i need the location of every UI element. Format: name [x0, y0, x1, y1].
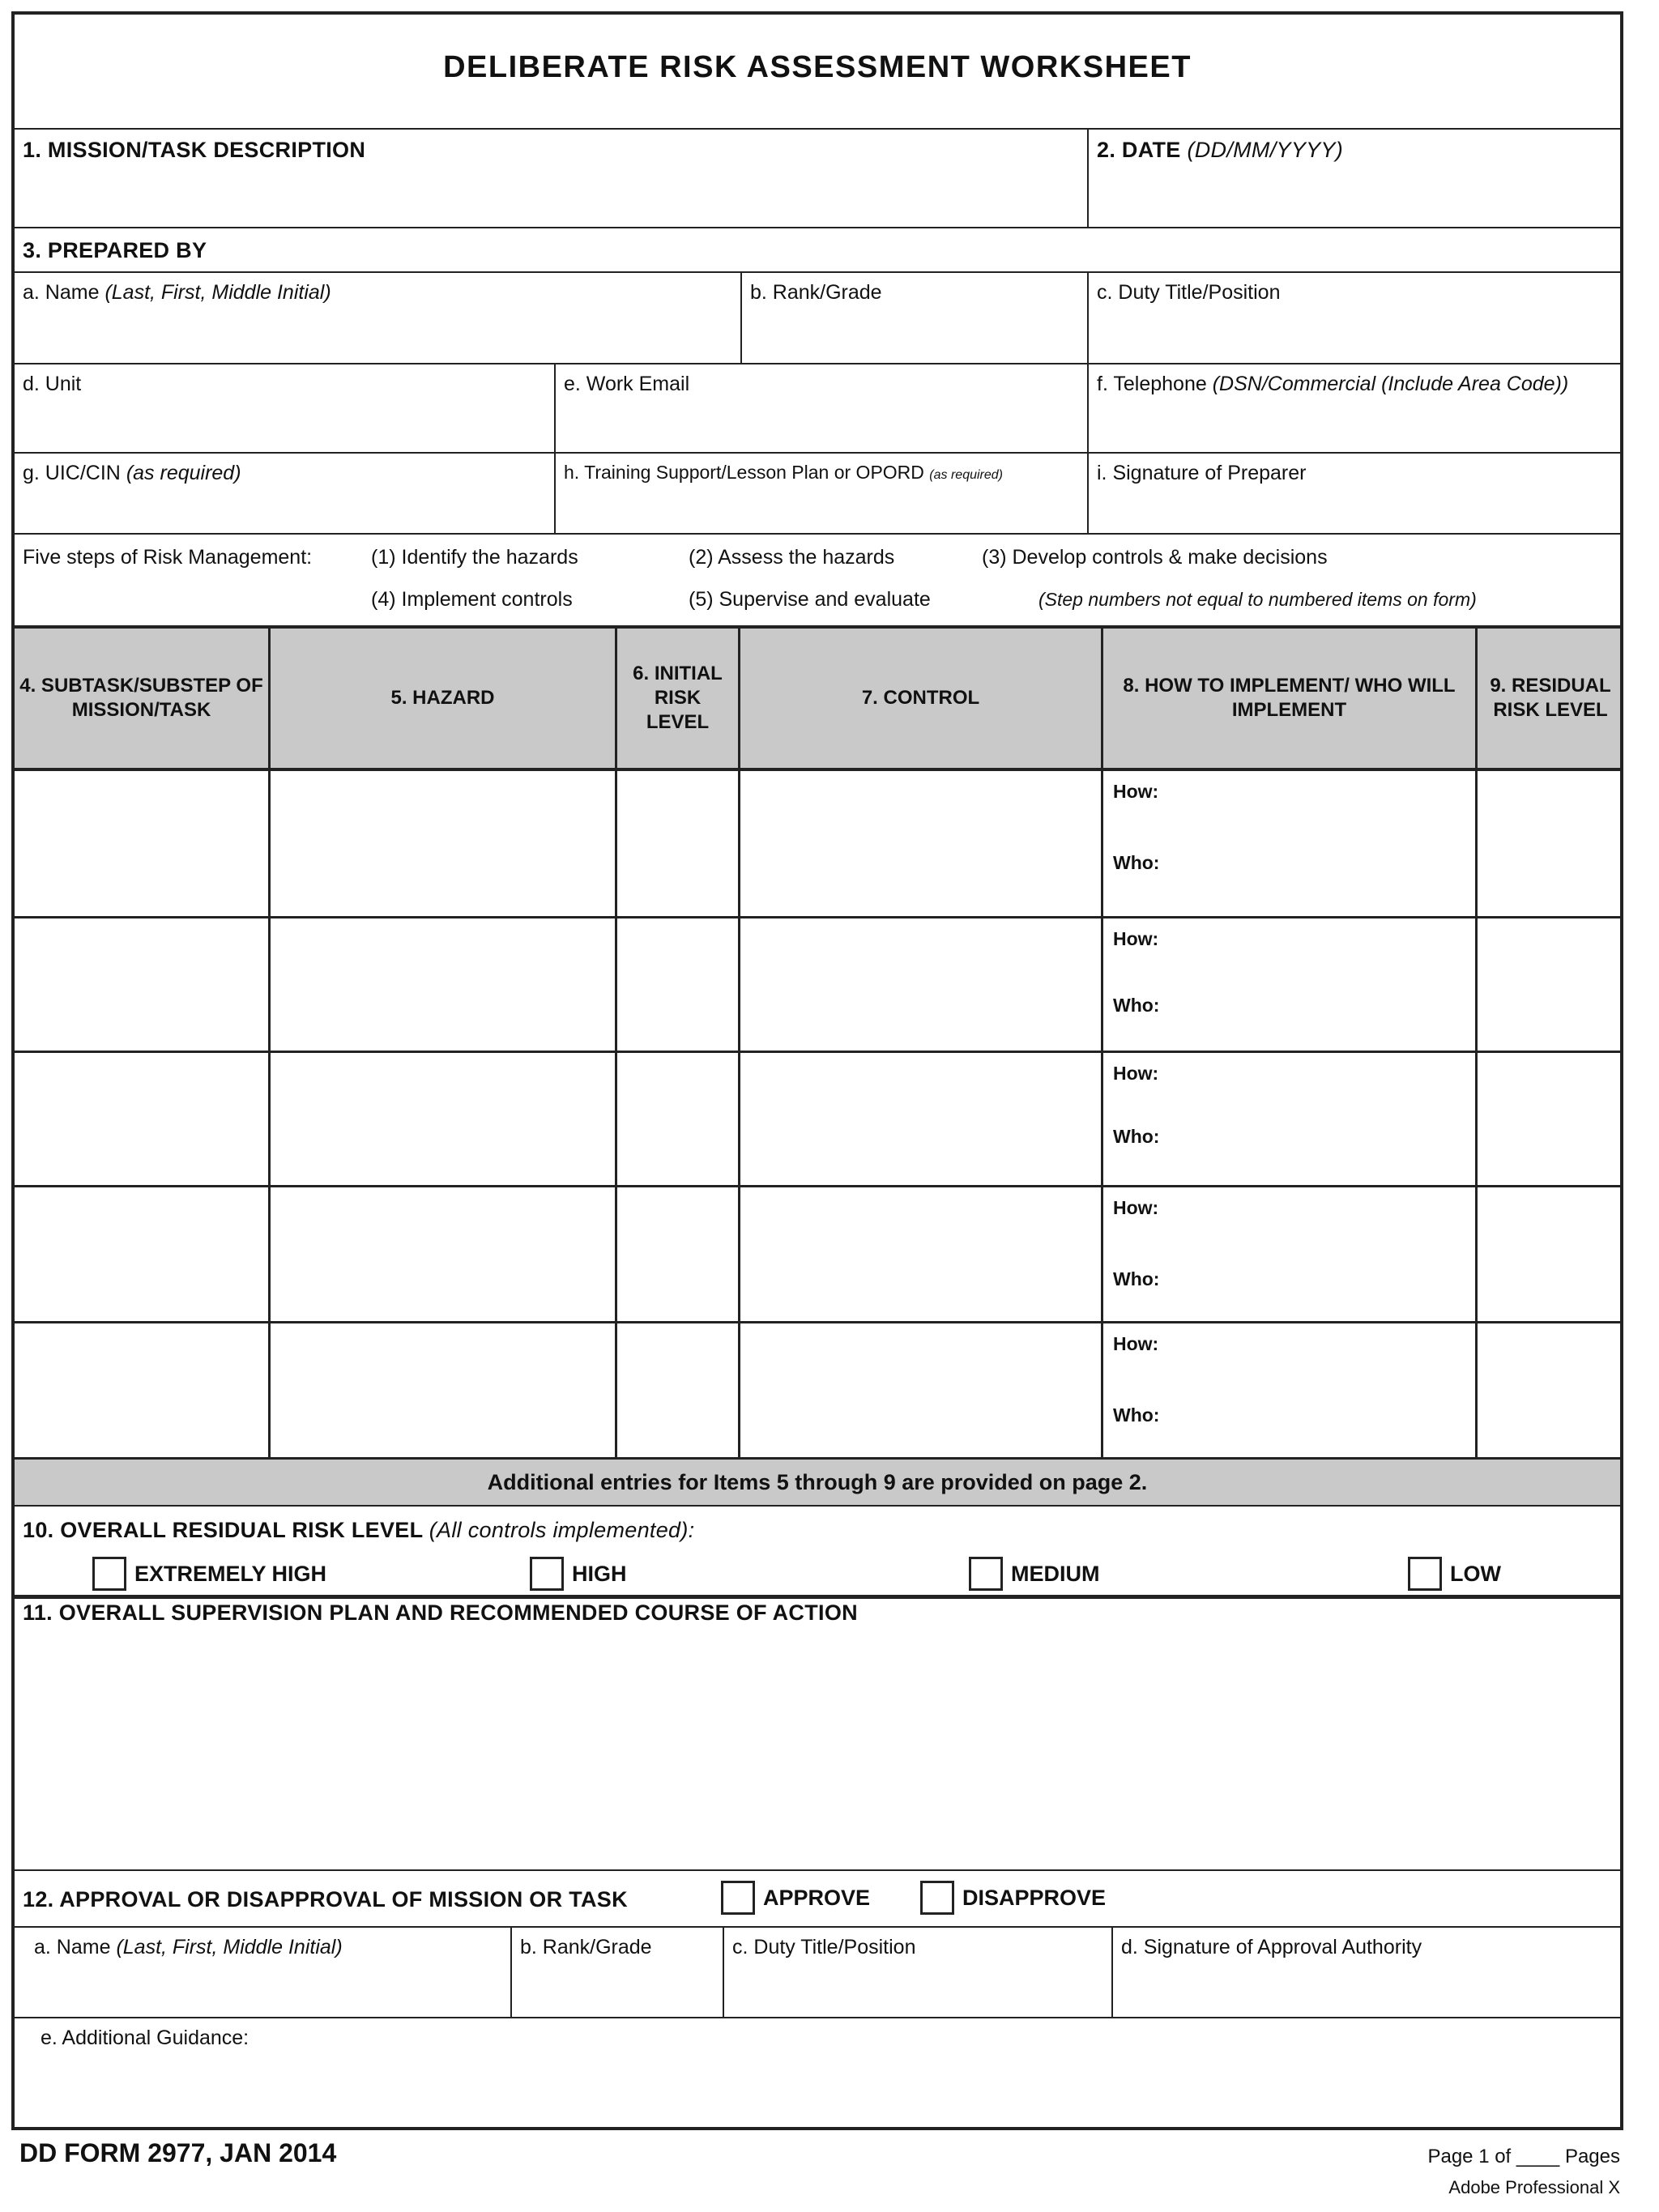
disapprove-label: DISAPPROVE — [962, 1885, 1107, 1910]
date-field[interactable] — [1089, 130, 1623, 227]
title-row — [15, 15, 1620, 130]
supervision-plan-field[interactable] — [15, 1599, 1620, 1871]
residual-risk-cell[interactable] — [1478, 1187, 1623, 1321]
low-checkbox[interactable] — [1408, 1557, 1442, 1591]
page-count: Page 1 of ____ Pages — [1427, 2146, 1620, 2167]
prepared-by-def-row — [15, 364, 1620, 454]
how-label: How: — [1113, 781, 1159, 802]
implement-cell[interactable] — [1103, 1323, 1478, 1457]
residual-risk-cell[interactable] — [1478, 918, 1623, 1051]
unit-field[interactable] — [15, 364, 556, 452]
training-support-label: h. Training Support/Lesson Plan or OPORD (as required) — [564, 462, 1003, 483]
control-cell[interactable] — [740, 1187, 1103, 1321]
implement-cell[interactable] — [1103, 771, 1478, 916]
hazard-cell[interactable] — [271, 1187, 617, 1321]
prepared-by-row — [15, 228, 1620, 273]
residual-risk-cell[interactable] — [1478, 1053, 1623, 1185]
hazard-cell[interactable] — [271, 771, 617, 916]
mission-description-field[interactable] — [15, 130, 1089, 227]
initial-risk-cell[interactable] — [617, 918, 740, 1051]
subtask-cell[interactable] — [15, 1187, 271, 1321]
who-label: Who: — [1113, 852, 1160, 873]
uic-label: g. UIC/CIN (as required) — [23, 462, 241, 484]
additional-entries-banner: Additional entries for Items 5 through 9 are provided on page 2. — [15, 1460, 1620, 1507]
approve-label: APPROVE — [763, 1885, 871, 1910]
step-2: (2) Assess the hazards — [689, 546, 895, 569]
additional-guidance-label: e. Additional Guidance: — [41, 2027, 249, 2049]
extremely-high-checkbox[interactable] — [92, 1557, 126, 1591]
approve-checkbox[interactable] — [721, 1881, 755, 1915]
work-email-field[interactable] — [556, 364, 1089, 452]
preparer-name-label: a. Name (Last, First, Middle Initial) — [23, 281, 331, 304]
medium-option[interactable] — [969, 1557, 1100, 1591]
how-label: How: — [1113, 1197, 1159, 1218]
overall-residual-risk-row — [15, 1507, 1620, 1599]
work-email-label: e. Work Email — [564, 373, 690, 395]
prepared-by-abc-row — [15, 273, 1620, 364]
control-cell[interactable] — [740, 918, 1103, 1051]
mission-date-row — [15, 130, 1620, 228]
high-label: HIGH — [572, 1561, 627, 1586]
approver-duty-field[interactable] — [724, 1928, 1113, 2017]
form-title: DELIBERATE RISK ASSESSMENT WORKSHEET — [443, 50, 1192, 84]
training-support-field[interactable] — [556, 454, 1089, 533]
initial-risk-cell[interactable] — [617, 1323, 740, 1457]
uic-field[interactable] — [15, 454, 556, 533]
preparer-name-field[interactable] — [15, 273, 742, 363]
form-number: DD FORM 2977, JAN 2014 — [19, 2138, 337, 2167]
how-label: How: — [1113, 928, 1159, 949]
steps-intro: Five steps of Risk Management: — [23, 546, 313, 569]
subtask-cell[interactable] — [15, 918, 271, 1051]
high-checkbox[interactable] — [530, 1557, 564, 1591]
initial-risk-cell[interactable] — [617, 771, 740, 916]
steps-note: (Step numbers not equal to numbered items on form) — [1038, 589, 1477, 610]
initial-risk-cell[interactable] — [617, 1053, 740, 1185]
residual-risk-cell[interactable] — [1478, 1323, 1623, 1457]
additional-guidance-field[interactable] — [15, 2018, 1620, 2130]
preparer-signature-field[interactable] — [1089, 454, 1623, 533]
hazard-cell[interactable] — [271, 1053, 617, 1185]
disapprove-option[interactable] — [920, 1881, 1106, 1915]
control-cell[interactable] — [740, 1323, 1103, 1457]
approver-duty-label: c. Duty Title/Position — [732, 1936, 916, 1958]
step-1: (1) Identify the hazards — [371, 546, 578, 569]
preparer-signature-label: i. Signature of Preparer — [1097, 462, 1307, 484]
low-option[interactable] — [1408, 1557, 1501, 1591]
step-4: (4) Implement controls — [371, 588, 573, 611]
implement-cell[interactable] — [1103, 1187, 1478, 1321]
residual-risk-cell[interactable] — [1478, 771, 1623, 916]
subtask-cell[interactable] — [15, 1323, 271, 1457]
control-cell[interactable] — [740, 771, 1103, 916]
telephone-label: f. Telephone (DSN/Commercial (Include Area Code)) — [1097, 373, 1569, 395]
col-implement-header: 8. HOW TO IMPLEMENT/ WHO WILL IMPLEMENT — [1103, 629, 1478, 768]
who-label: Who: — [1113, 995, 1160, 1016]
subtask-cell[interactable] — [15, 771, 271, 916]
step-3: (3) Develop controls & make decisions — [982, 546, 1328, 569]
approval-label: 12. APPROVAL OR DISAPPROVAL OF MISSION OR TASK — [23, 1887, 628, 1912]
mission-description-label: 1. MISSION/TASK DESCRIPTION — [23, 138, 366, 162]
high-option[interactable] — [530, 1557, 627, 1591]
medium-label: MEDIUM — [1011, 1561, 1100, 1586]
col-control-header: 7. CONTROL — [740, 629, 1103, 768]
col-hazard-header: 5. HAZARD — [271, 629, 617, 768]
hazard-cell[interactable] — [271, 918, 617, 1051]
table-row — [15, 1187, 1620, 1323]
table-row — [15, 1053, 1620, 1187]
initial-risk-cell[interactable] — [617, 1187, 740, 1321]
who-label: Who: — [1113, 1404, 1160, 1426]
control-cell[interactable] — [740, 1053, 1103, 1185]
preparer-rank-field[interactable] — [742, 273, 1089, 363]
prepared-by-ghi-row — [15, 454, 1620, 535]
date-label: 2. DATE (DD/MM/YYYY) — [1097, 138, 1344, 162]
how-label: How: — [1113, 1063, 1159, 1084]
approver-signature-label: d. Signature of Approval Authority — [1121, 1936, 1422, 1958]
approval-authority-row — [15, 1928, 1620, 2018]
medium-checkbox[interactable] — [969, 1557, 1003, 1591]
preparer-duty-field[interactable] — [1089, 273, 1623, 363]
approve-option[interactable] — [721, 1881, 870, 1915]
approver-rank-label: b. Rank/Grade — [520, 1936, 652, 1958]
step-5: (5) Supervise and evaluate — [689, 588, 931, 611]
preparer-rank-label: b. Rank/Grade — [750, 281, 882, 304]
col-initial-risk-header: 6. INITIAL RISK LEVEL — [617, 629, 740, 768]
approval-row — [15, 1871, 1620, 1928]
implement-cell[interactable] — [1103, 918, 1478, 1051]
hazard-cell[interactable] — [271, 1323, 617, 1457]
approver-signature-field[interactable] — [1113, 1928, 1623, 2017]
page-footer — [1427, 2142, 1620, 2203]
overall-residual-risk-label: 10. OVERALL RESIDUAL RISK LEVEL (All controls implemented): — [23, 1518, 695, 1542]
risk-assessment-form — [11, 11, 1623, 2130]
unit-label: d. Unit — [23, 373, 82, 395]
five-steps-row — [15, 535, 1620, 625]
approver-name-field[interactable] — [15, 1928, 512, 2017]
preparer-duty-label: c. Duty Title/Position — [1097, 281, 1281, 304]
how-label: How: — [1113, 1333, 1159, 1354]
who-label: Who: — [1113, 1126, 1160, 1147]
software-label: Adobe Professional X — [1448, 2177, 1620, 2197]
extremely-high-label: EXTREMELY HIGH — [134, 1561, 327, 1586]
risk-table-header — [15, 625, 1620, 771]
supervision-plan-label: 11. OVERALL SUPERVISION PLAN AND RECOMMENDED COURSE OF ACTION — [23, 1600, 858, 1625]
who-label: Who: — [1113, 1268, 1160, 1289]
implement-cell[interactable] — [1103, 1053, 1478, 1185]
table-row — [15, 1323, 1620, 1460]
low-label: LOW — [1450, 1561, 1501, 1586]
col-subtask-header: 4. SUBTASK/SUBSTEP OF MISSION/TASK — [15, 629, 271, 768]
disapprove-checkbox[interactable] — [920, 1881, 954, 1915]
approver-rank-field[interactable] — [512, 1928, 724, 2017]
telephone-field[interactable] — [1089, 364, 1623, 452]
col-residual-risk-header: 9. RESIDUAL RISK LEVEL — [1490, 675, 1611, 721]
table-row — [15, 771, 1620, 918]
extremely-high-option[interactable] — [92, 1557, 326, 1591]
prepared-by-label: 3. PREPARED BY — [23, 238, 207, 262]
subtask-cell[interactable] — [15, 1053, 271, 1185]
table-row — [15, 918, 1620, 1053]
approver-name-label: a. Name (Last, First, Middle Initial) — [34, 1936, 343, 1958]
